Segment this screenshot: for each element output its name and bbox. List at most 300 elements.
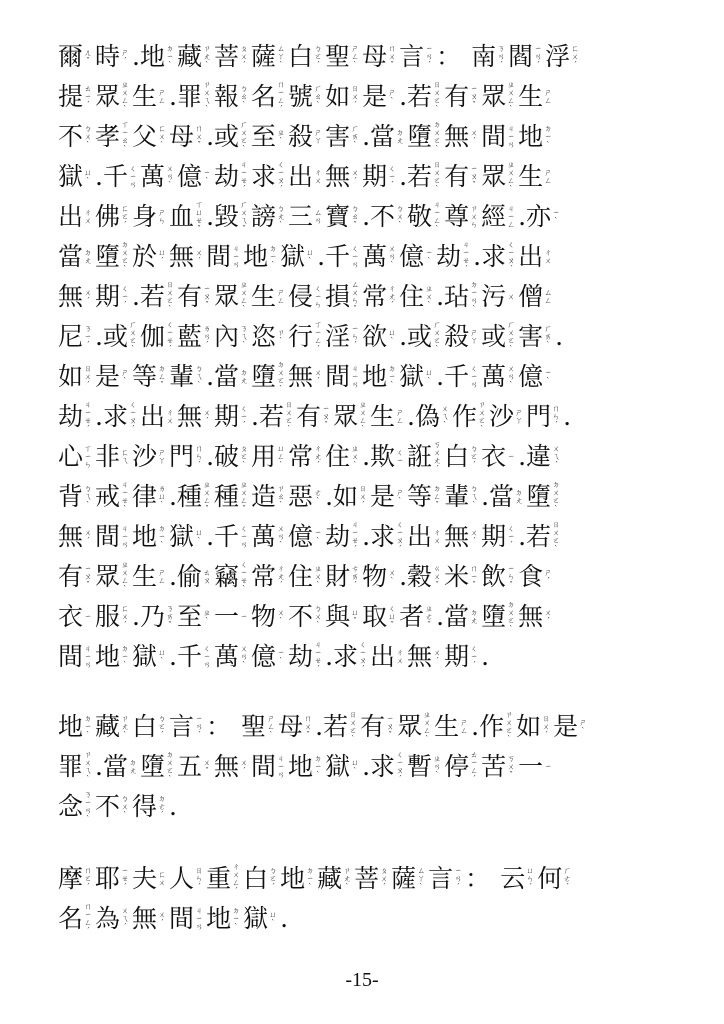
hanzi: 眾	[481, 162, 507, 191]
zhuyin-annotation: ㄨ ˊ	[314, 368, 322, 385]
hanzi: 母	[278, 712, 304, 741]
zhuyin-annotation: ㄧ ㄣ ˊ	[351, 324, 359, 349]
annotated-character	[177, 280, 214, 320]
zhuyin-annotation: ㄋ ㄧ ㄢ ˋ	[84, 790, 92, 823]
hanzi: 念	[58, 792, 84, 821]
zhuyin-annotation: ㄧ ˋ	[425, 248, 433, 265]
hanzi: 有	[296, 402, 322, 431]
annotated-character	[481, 560, 518, 600]
zhuyin-annotation: ㄖ ㄨ ㄛ ˋ	[433, 80, 441, 113]
annotated-character	[177, 80, 214, 120]
hanzi: 出	[139, 402, 165, 431]
annotated-character	[481, 280, 518, 320]
annotated-character	[103, 750, 140, 790]
zhuyin-annotation: ㄑ ㄧ ㄡ ˊ	[396, 750, 404, 783]
annotated-character	[444, 120, 481, 160]
hanzi: 無	[444, 522, 470, 551]
annotated-character	[391, 862, 428, 902]
annotated-character	[444, 600, 481, 640]
zhuyin-annotation: ㄧ ˋ	[544, 368, 552, 385]
hanzi: 墮	[526, 482, 552, 511]
annotated-character	[214, 320, 251, 360]
hanzi: 害	[325, 122, 351, 151]
hanzi: 眾	[481, 82, 507, 111]
zhuyin-annotation: ㄩ ㄥ ˋ	[277, 444, 285, 469]
zhuyin-annotation: ㄗ ㄨ ㄟ ˋ	[203, 80, 211, 113]
zhuyin-annotation: ㄇ ㄣ ˊ	[552, 404, 560, 429]
zhuyin-annotation: ㄐ ㄧ ㄥ ˋ	[433, 200, 441, 233]
zhuyin-annotation: ㄐ ㄧ ㄝ ˊ	[351, 520, 359, 553]
annotated-character	[251, 320, 288, 360]
hanzi: 獄	[399, 362, 425, 391]
zhuyin-annotation: ㄧ ˋ	[552, 208, 560, 225]
zhuyin-annotation: ㄗ ㄨ ㄣ	[470, 204, 478, 229]
hanzi: 何	[537, 864, 563, 893]
hanzi: 破	[214, 442, 240, 471]
hanzi: 名	[58, 904, 84, 933]
annotated-character	[95, 200, 132, 240]
zhuyin-annotation: ㄓ ㄨ ㄥ ˇ	[203, 480, 211, 513]
hanzi: 萬	[214, 642, 240, 671]
punctuation: .	[95, 322, 103, 351]
zhuyin-annotation: ㄕ ㄥ	[396, 408, 404, 425]
zhuyin-annotation: ㄓ ㄨ ㄥ ˇ	[240, 480, 248, 513]
zhuyin-annotation: ㄙ ㄚ ˋ	[417, 866, 425, 891]
annotated-character	[407, 480, 444, 520]
zhuyin-annotation: ㄨ ˊ	[544, 608, 552, 625]
zhuyin-annotation: ㄌ ㄩ ˋ	[158, 484, 166, 509]
zhuyin-annotation: ㄇ ㄨ ˇ	[388, 44, 396, 69]
zhuyin-annotation: ㄖ ㄣ ˊ	[195, 866, 203, 891]
hanzi: 生	[518, 82, 544, 111]
zhuyin-annotation: ㄓ ㄜ ˇ	[425, 604, 433, 629]
zhuyin-annotation: ㄗ ㄤ ˋ	[203, 44, 211, 69]
hanzi: 期	[362, 162, 388, 191]
punctuation: .	[471, 712, 480, 741]
hanzi: 地	[206, 904, 232, 933]
hanzi: 等	[132, 362, 158, 391]
zhuyin-annotation: ㄐ ㄧ ㄢ	[277, 754, 285, 779]
annotated-character	[325, 200, 362, 240]
punctuation: .	[563, 402, 572, 431]
hanzi: 出	[370, 642, 396, 671]
zhuyin-annotation: ㄏ ㄞ ˋ	[544, 324, 552, 349]
zhuyin-annotation: ㄑ ㄧ ㄝ ˊ	[166, 320, 174, 353]
hanzi: 時	[95, 42, 121, 71]
annotated-character	[58, 160, 95, 200]
hanzi: 侵	[288, 282, 314, 311]
zhuyin-annotation: ㄏ ㄨ ㄛ ˋ	[129, 320, 137, 353]
annotated-character	[537, 862, 574, 902]
zhuyin-annotation: ㄓ ㄢ ˋ	[433, 754, 441, 779]
annotated-character	[444, 560, 481, 600]
annotated-character	[471, 40, 508, 80]
annotated-character	[518, 360, 555, 400]
zhuyin-annotation: ㄧ ㄡ ˇ	[203, 284, 211, 309]
zhuyin-annotation: ㄕ ㄣ	[158, 208, 166, 225]
hanzi: 千	[177, 642, 203, 671]
hanzi: 於	[132, 242, 158, 271]
zhuyin-annotation: ㄖ ㄨ ˊ	[351, 84, 359, 109]
hanzi: 藏	[95, 712, 121, 741]
annotated-character	[243, 862, 280, 902]
zhuyin-annotation: ㄉ ㄧ ˋ	[306, 866, 314, 891]
zhuyin-annotation: ㄧ ㄢ ˊ	[454, 866, 462, 891]
annotated-character	[399, 240, 436, 280]
zhuyin-annotation: ㄉ ㄥ ˇ	[433, 484, 441, 509]
annotated-character	[518, 320, 555, 360]
hanzi: 常	[288, 442, 314, 471]
zhuyin-annotation: ㄈ ㄛ ˊ	[121, 204, 129, 229]
punctuation: .	[362, 122, 371, 151]
zhuyin-annotation: ㄉ ㄧ ˋ	[544, 124, 552, 149]
hanzi: 不	[58, 122, 84, 151]
annotated-character	[428, 862, 465, 902]
annotated-character	[415, 400, 452, 440]
zhuyin-annotation: ㄑ ㄧ ㄡ ˊ	[396, 520, 404, 553]
annotated-character	[95, 120, 132, 160]
zhuyin-annotation: ㄐ ㄧ ㄢ	[84, 644, 92, 669]
hanzi: 敬	[407, 202, 433, 231]
hanzi: 南	[471, 42, 497, 71]
annotated-character	[489, 480, 526, 520]
hanzi: 有	[360, 712, 386, 741]
hanzi: 當	[102, 752, 128, 781]
hanzi: 無	[177, 402, 203, 431]
hanzi: 若	[526, 522, 552, 551]
hanzi: 造	[251, 482, 277, 511]
annotated-character	[58, 790, 95, 830]
annotated-character	[481, 320, 518, 360]
zhuyin-annotation: ㄒ ㄩ ㄝ ˇ	[195, 200, 203, 233]
hanzi: 無	[407, 642, 433, 671]
zhuyin-annotation: ㄑ ㄧ ㄣ	[314, 284, 322, 309]
zhuyin-annotation: ㄧ ㄝ ˊ	[121, 866, 129, 891]
zhuyin-annotation: ㄓ ㄨ ㄥ ˋ	[359, 400, 367, 433]
zhuyin-annotation: ㄧ ˋ	[277, 648, 285, 665]
zhuyin-annotation: ㄩ ˋ	[425, 368, 433, 385]
annotated-character	[436, 240, 473, 280]
hanzi: 若	[323, 712, 349, 741]
zhuyin-annotation: ㄑ ㄧ ˊ	[240, 404, 248, 429]
punctuation: .	[132, 282, 140, 311]
hanzi: 藍	[177, 322, 203, 351]
annotated-character	[296, 400, 333, 440]
zhuyin-annotation: ㄧ ㄢ ˊ	[534, 44, 542, 69]
annotated-character	[169, 710, 206, 750]
text-line	[58, 520, 678, 560]
punctuation: .	[481, 642, 490, 671]
annotated-character	[362, 360, 399, 400]
zhuyin-annotation: ㄔ ㄨ	[433, 528, 441, 545]
annotated-character	[177, 160, 214, 200]
hanzi: 欲	[362, 322, 388, 351]
hanzi: 物	[251, 602, 277, 631]
annotated-character	[288, 160, 325, 200]
annotated-character	[95, 790, 132, 830]
annotated-character	[251, 120, 288, 160]
zhuyin-annotation: ㄨ ˋ	[277, 608, 285, 625]
annotated-character	[325, 160, 362, 200]
annotated-character	[177, 560, 214, 600]
hanzi: 是	[95, 362, 121, 391]
zhuyin-annotation: ㄨ ㄢ ˋ	[388, 244, 396, 269]
zhuyin-annotation: ㄓ ˋ	[277, 128, 285, 145]
zhuyin-annotation: ㄕ ㄥ	[544, 88, 552, 105]
hanzi: 罪	[177, 82, 203, 111]
hanzi: 或	[214, 122, 240, 151]
hanzi: 獄	[169, 522, 195, 551]
text-line	[58, 790, 678, 830]
zhuyin-annotation: ㄩ ˋ	[306, 248, 314, 265]
hanzi: 求	[102, 402, 128, 431]
annotated-character	[95, 360, 132, 400]
zhuyin-annotation: ㄩ ˋ	[84, 168, 92, 185]
punctuation: .	[169, 82, 177, 111]
hanzi: 尼	[58, 322, 84, 351]
zhuyin-annotation: ㄒ ㄧ ㄥ ˊ	[314, 320, 322, 353]
annotated-character	[132, 560, 169, 600]
hanzi: 為	[95, 904, 121, 933]
zhuyin-annotation: ㄔ ㄨ ㄥ ˊ	[232, 862, 240, 895]
text-line	[58, 360, 678, 400]
hanzi: 出	[518, 242, 544, 271]
annotated-character	[58, 560, 95, 600]
hanzi: 地	[518, 122, 544, 151]
hanzi: 獄	[58, 162, 84, 191]
hanzi: 財	[325, 562, 351, 591]
hanzi: 行	[288, 322, 314, 351]
zhuyin-annotation: ㄍ ㄨ ˇ	[433, 564, 441, 589]
zhuyin-annotation: ㄑ ㄧ ㄡ ˊ	[277, 160, 285, 193]
annotated-character	[362, 40, 399, 80]
annotated-character	[518, 80, 555, 120]
annotated-character	[177, 40, 214, 80]
hanzi: 號	[288, 82, 314, 111]
zhuyin-annotation: ㄩ ˋ	[158, 648, 166, 665]
annotated-character	[58, 480, 95, 520]
hanzi: 間	[251, 752, 277, 781]
annotated-character	[288, 80, 325, 120]
annotated-character	[325, 520, 362, 560]
zhuyin-annotation: ㄅ ㄛ ˊ	[314, 44, 322, 69]
zhuyin-annotation: ㄨ ˊ	[240, 758, 248, 775]
hanzi: 萬	[251, 522, 277, 551]
zhuyin-annotation: ㄉ ㄤ	[240, 368, 248, 385]
annotated-character	[206, 240, 243, 280]
hanzi: 等	[407, 482, 433, 511]
zhuyin-annotation: ㄊ ㄧ ˊ	[84, 84, 92, 109]
zhuyin-annotation: ㄨ ㄢ ˋ	[277, 524, 285, 549]
annotated-character	[132, 862, 169, 902]
annotated-character	[288, 600, 325, 640]
zhuyin-annotation: ㄘ ㄞ ˊ	[351, 564, 359, 589]
punctuation: .	[399, 162, 408, 191]
zhuyin-annotation: ㄓ ㄨ ˋ	[351, 444, 359, 469]
annotated-character	[214, 160, 251, 200]
hanzi: 服	[95, 602, 121, 631]
text-line	[58, 862, 678, 902]
annotated-character	[132, 240, 169, 280]
zhuyin-annotation: ㄉ ㄤ	[515, 488, 523, 505]
hanzi: 聖	[325, 42, 351, 71]
annotated-character	[481, 80, 518, 120]
hanzi: 億	[518, 362, 544, 391]
hanzi: 劫	[288, 642, 314, 671]
annotated-character	[140, 40, 177, 80]
zhuyin-annotation: ㄖ ㄨ ˊ	[84, 364, 92, 389]
annotated-character	[169, 360, 206, 400]
annotated-character	[481, 160, 518, 200]
hanzi: 門	[526, 402, 552, 431]
text-line	[58, 240, 678, 280]
zhuyin-annotation: ㄔ ㄤ ˊ	[314, 444, 322, 469]
hanzi: 有	[58, 562, 84, 591]
hanzi: 名	[251, 82, 277, 111]
hanzi: 墮	[407, 122, 433, 151]
hanzi: 食	[518, 562, 544, 591]
hanzi: 佛	[95, 202, 121, 231]
hanzi: 無	[132, 904, 158, 933]
zhuyin-annotation: ㄕ ˋ	[388, 88, 396, 105]
zhuyin-annotation: ㄑ ㄧ ㄢ	[351, 244, 359, 269]
zhuyin-annotation: ㄏ ㄞ ˋ	[351, 124, 359, 149]
hanzi: 間	[95, 522, 121, 551]
annotated-character	[434, 710, 471, 750]
zhuyin-annotation: ㄓ ㄨ ㄥ ˋ	[423, 710, 431, 743]
annotated-character	[481, 200, 518, 240]
zhuyin-annotation: ㄑ ㄧ ㄢ	[470, 364, 478, 389]
hanzi: 地	[362, 362, 388, 391]
zhuyin-annotation: ㄌ ㄢ ˊ	[203, 324, 211, 349]
zhuyin-annotation: ㄇ ㄣ ˊ	[195, 444, 203, 469]
annotated-character	[103, 400, 140, 440]
hanzi: 獄	[280, 242, 306, 271]
hanzi: 期	[214, 402, 240, 431]
zhuyin-annotation: ㄧ ㄡ ˇ	[470, 164, 478, 189]
hanzi: 言	[399, 42, 425, 71]
annotated-character	[251, 280, 288, 320]
zhuyin-annotation: ㄅ ㄛ ˊ	[269, 866, 277, 891]
punctuation: .	[169, 792, 177, 821]
annotated-character	[95, 40, 132, 80]
annotated-character	[177, 400, 214, 440]
annotated-character	[481, 440, 518, 480]
annotated-character	[407, 750, 444, 790]
annotated-character	[169, 240, 206, 280]
annotated-character	[288, 360, 325, 400]
hanzi: 千	[444, 362, 470, 391]
zhuyin-annotation: ㄨ ˊ	[195, 248, 203, 265]
zhuyin-annotation: ㄏ ㄨ ㄛ ˋ	[240, 120, 248, 153]
annotated-character	[479, 710, 516, 750]
hanzi: 孝	[95, 122, 121, 151]
annotated-character	[325, 240, 362, 280]
hanzi: 獄	[325, 752, 351, 781]
zhuyin-annotation: ㄓ ㄨ ㄥ ˋ	[507, 80, 515, 113]
hanzi: 生	[370, 402, 396, 431]
punctuation: .	[555, 322, 564, 351]
annotated-character	[516, 710, 553, 750]
zhuyin-annotation: ㄓ ㄨ ˋ	[314, 564, 322, 589]
annotated-character	[444, 320, 481, 360]
zhuyin-annotation: ㄨ ㄢ ˋ	[240, 644, 248, 669]
zhuyin-annotation: ㄅ ㄟ ˋ	[84, 484, 92, 509]
annotated-character	[333, 480, 370, 520]
annotated-character	[280, 240, 317, 280]
annotated-character	[214, 600, 251, 640]
annotated-character	[444, 480, 481, 520]
annotated-character	[399, 360, 436, 400]
annotated-character	[526, 480, 563, 520]
zhuyin-annotation: ㄗ ㄤ ˋ	[121, 714, 129, 739]
hanzi: 欺	[370, 442, 396, 471]
annotated-character	[214, 200, 251, 240]
zhuyin-annotation: ㄕ ˋ	[396, 488, 404, 505]
hanzi: 眾	[95, 82, 121, 111]
zhuyin-annotation: ㄨ ㄢ ˋ	[507, 364, 515, 389]
annotated-character	[132, 710, 169, 750]
zhuyin-annotation: ㄉ ㄥ ˇ	[158, 364, 166, 389]
annotated-character	[444, 440, 481, 480]
annotated-character	[58, 80, 95, 120]
annotated-character	[132, 520, 169, 560]
annotated-character	[362, 240, 399, 280]
annotated-character	[169, 520, 206, 560]
annotated-character	[58, 320, 95, 360]
annotated-character	[370, 750, 407, 790]
annotated-character	[95, 280, 132, 320]
zhuyin-annotation: ㄩ ˋ	[195, 528, 203, 545]
zhuyin-annotation: ㄑ ㄧ	[396, 448, 404, 465]
zhuyin-annotation: ㄗ ˋ	[277, 328, 285, 345]
punctuation: .	[95, 752, 103, 781]
hanzi: 穀	[407, 562, 433, 591]
hanzi: 苦	[481, 752, 507, 781]
hanzi: 害	[518, 322, 544, 351]
annotated-character	[169, 120, 206, 160]
punctuation: .	[206, 362, 215, 391]
hanzi: 若	[139, 282, 165, 311]
annotated-character	[288, 440, 325, 480]
punctuation: ：	[465, 864, 491, 893]
zhuyin-annotation: ㄈ ㄨ ˋ	[158, 124, 166, 149]
hanzi: 億	[251, 642, 277, 671]
hanzi: 言	[169, 712, 195, 741]
annotated-character	[444, 640, 481, 680]
hanzi: 或	[102, 322, 128, 351]
hanzi: 人	[169, 864, 195, 893]
zhuyin-annotation: ㄓ ㄨ ˋ	[425, 284, 433, 309]
hanzi: 間	[206, 242, 232, 271]
hanzi: 出	[288, 162, 314, 191]
annotated-character	[95, 902, 132, 942]
annotated-character	[360, 710, 397, 750]
zhuyin-annotation: ㄑ ㄧ ㄡ ˊ	[129, 400, 137, 433]
annotated-character	[140, 280, 177, 320]
zhuyin-annotation: ㄎ ㄨ ㄤ ˊ	[433, 440, 441, 473]
hanzi: 戒	[95, 482, 121, 511]
zhuyin-annotation: ㄓ ㄨ ㄥ ˋ	[240, 280, 248, 313]
annotated-character	[95, 710, 132, 750]
zhuyin-annotation: ㄕ ㄥ	[544, 168, 552, 185]
hanzi: 心	[58, 442, 84, 471]
annotated-character	[481, 600, 518, 640]
annotated-character	[177, 640, 214, 680]
zhuyin-annotation: ㄉ ㄧ ˋ	[269, 244, 277, 269]
hanzi: 生	[434, 712, 460, 741]
zhuyin-annotation: ㄐ ㄧ ㄝ ˊ	[84, 400, 92, 433]
